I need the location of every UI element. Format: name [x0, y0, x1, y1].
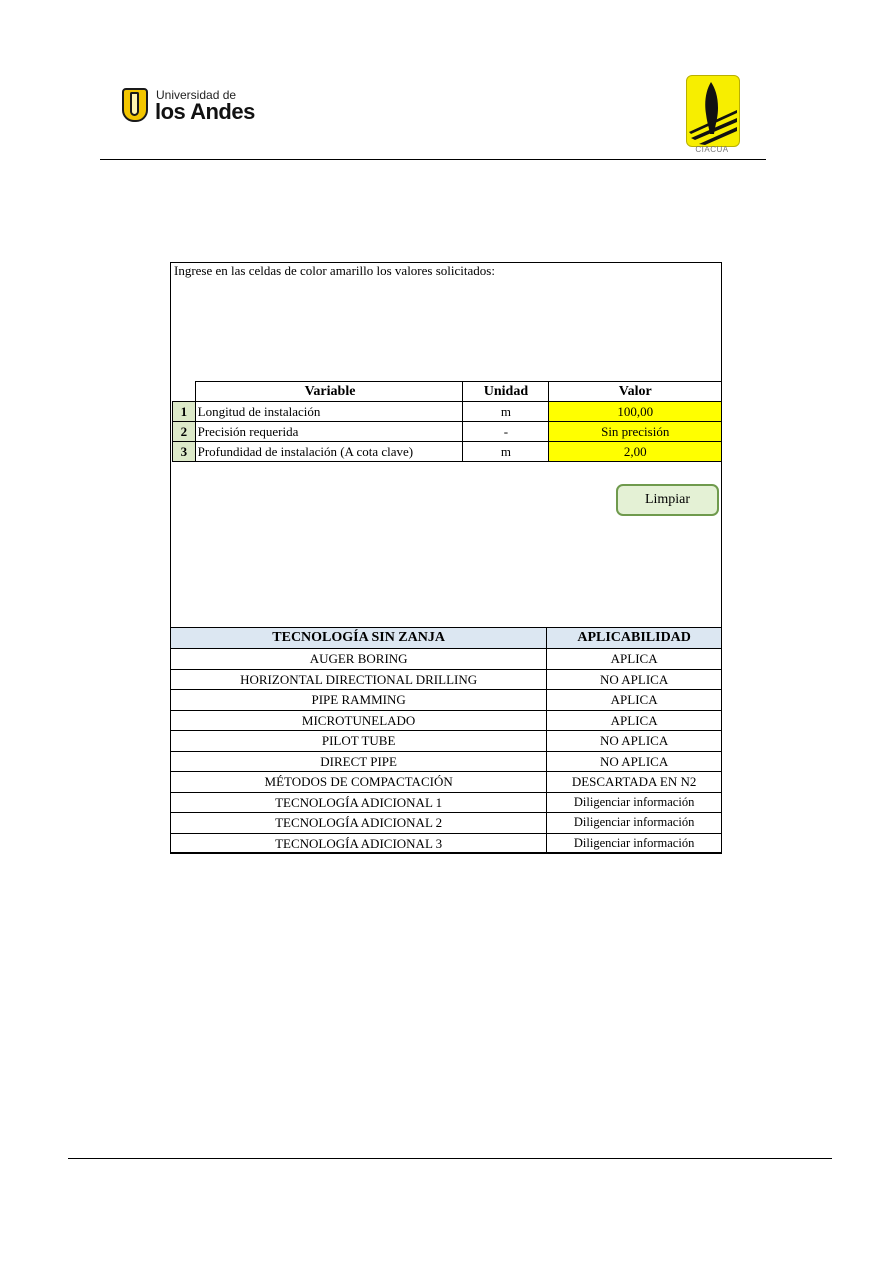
uandes-logo-line1: Universidad de [156, 88, 237, 102]
table-row [171, 751, 722, 772]
variable-unit: m [463, 442, 549, 462]
variable-name: Precisión requerida [195, 422, 463, 442]
technology-name: MICROTUNELADO [171, 710, 547, 731]
variable-unit: - [463, 422, 549, 442]
variable-name: Longitud de instalación [195, 402, 463, 422]
unidad-column-header: Unidad [463, 382, 549, 402]
applicability-value: Diligenciar información [547, 833, 722, 854]
table-row [171, 649, 722, 670]
precision-input-cell[interactable]: Sin precisión [549, 422, 722, 442]
profundidad-input-cell[interactable]: 2,00 [549, 442, 722, 462]
limpiar-button[interactable]: Limpiar [616, 484, 719, 516]
header-divider [100, 159, 766, 160]
applicability-value: APLICA [547, 690, 722, 711]
applicability-value: NO APLICA [547, 731, 722, 752]
instruction-text: Ingrese en las celdas de color amarillo los valores solicitados: [174, 263, 495, 278]
technology-name: HORIZONTAL DIRECTIONAL DRILLING [171, 669, 547, 690]
longitud-input-cell[interactable]: 100,00 [549, 402, 722, 422]
table-row [171, 669, 722, 690]
uandes-shield-icon [122, 88, 148, 122]
variable-row [173, 402, 722, 422]
technology-name: TECNOLOGÍA ADICIONAL 1 [171, 792, 547, 813]
row-number: 3 [173, 442, 196, 462]
table-row [171, 731, 722, 752]
table-row [171, 813, 722, 834]
tecnologia-column-header: TECNOLOGÍA SIN ZANJA [171, 628, 547, 649]
applicability-value: NO APLICA [547, 751, 722, 772]
applicability-value: APLICA [547, 649, 722, 670]
row-number: 1 [173, 402, 196, 422]
technology-name: MÉTODOS DE COMPACTACIÓN [171, 772, 547, 793]
valor-column-header: Valor [549, 382, 722, 402]
variable-unit: m [463, 402, 549, 422]
applicability-value: Diligenciar información [547, 813, 722, 834]
variable-row [173, 442, 722, 462]
aplicabilidad-column-header: APLICABILIDAD [547, 628, 722, 649]
ciacua-logo-caption: CIACUA [695, 145, 729, 154]
variable-name: Profundidad de instalación (A cota clave) [195, 442, 463, 462]
technology-name: PILOT TUBE [171, 731, 547, 752]
technology-header-row [171, 628, 722, 649]
variables-header-row [173, 382, 722, 402]
technology-table [170, 627, 722, 854]
applicability-value: Diligenciar información [547, 792, 722, 813]
table-row [171, 792, 722, 813]
row-number-header [173, 382, 196, 402]
applicability-value: DESCARTADA EN N2 [547, 772, 722, 793]
technology-name: AUGER BORING [171, 649, 547, 670]
table-row [171, 833, 722, 854]
universidad-de-los-andes-logo [122, 86, 262, 126]
table-row [171, 690, 722, 711]
applicability-value: APLICA [547, 710, 722, 731]
variable-row [173, 422, 722, 442]
technology-name: TECNOLOGÍA ADICIONAL 3 [171, 833, 547, 854]
footer-divider [68, 1158, 832, 1159]
technology-name: TECNOLOGÍA ADICIONAL 2 [171, 813, 547, 834]
row-number: 2 [173, 422, 196, 442]
applicability-value: NO APLICA [547, 669, 722, 690]
variable-column-header: Variable [195, 382, 463, 402]
table-row [171, 772, 722, 793]
technology-name: DIRECT PIPE [171, 751, 547, 772]
uandes-logo-line2: los Andes [155, 99, 255, 124]
ciacua-logo [686, 75, 738, 157]
spreadsheet-area [170, 262, 722, 853]
table-row [171, 710, 722, 731]
variables-table [172, 381, 722, 462]
technology-name: PIPE RAMMING [171, 690, 547, 711]
ciacua-emblem-icon [686, 75, 740, 147]
